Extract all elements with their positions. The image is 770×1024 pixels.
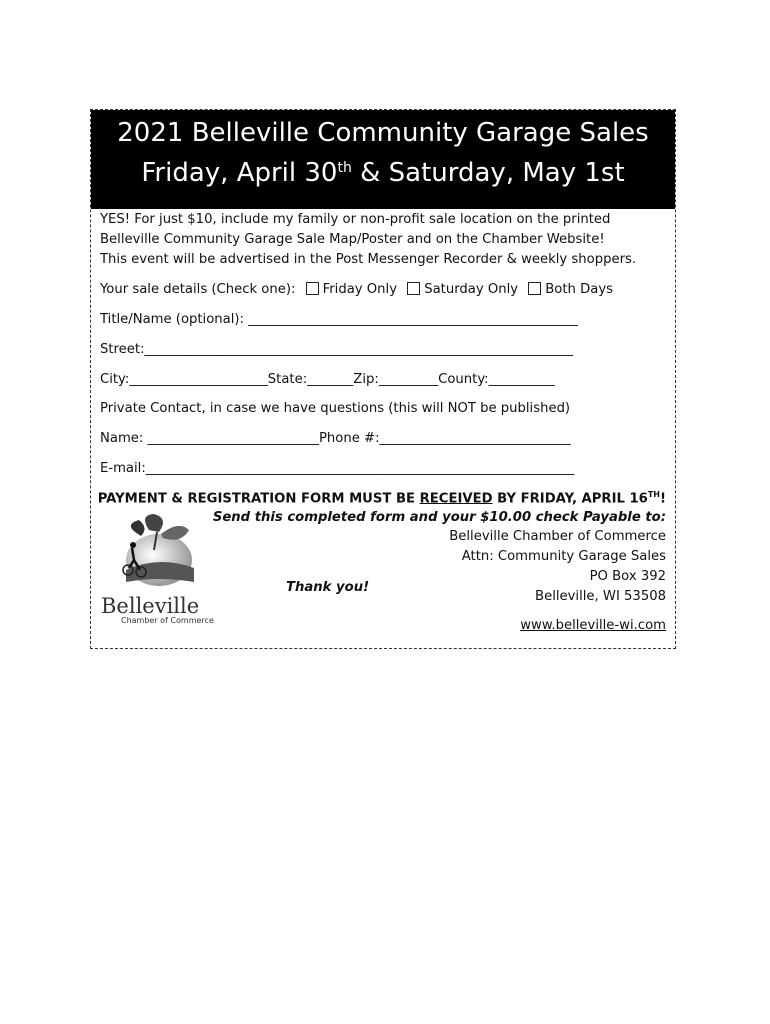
friday-only-checkbox[interactable] xyxy=(306,282,319,295)
payment-deadline: PAYMENT & REGISTRATION FORM MUST BE RECEIVED BY FRIDAY, APRIL 16TH! xyxy=(97,490,666,507)
form-header xyxy=(91,110,675,209)
header-dates: Friday, April 30th & Saturday, May 1st xyxy=(141,158,625,188)
friday-only-label: Friday Only xyxy=(322,282,398,297)
registration-form xyxy=(90,109,676,649)
thank-you: Thank you! xyxy=(286,580,370,595)
both-days-label: Both Days xyxy=(545,282,613,297)
title-field[interactable]: Title/Name (optional): __________________________________________________ xyxy=(100,312,578,327)
saturday-only-label: Saturday Only xyxy=(424,282,519,297)
saturday-only-checkbox[interactable] xyxy=(407,282,420,295)
sale-details-label: Your sale details (Check one): xyxy=(100,282,296,297)
email-field[interactable]: E-mail:_________________________________________________________________ xyxy=(100,461,575,476)
website-link[interactable]: www.belleville-wi.com xyxy=(520,618,666,633)
logo-subtitle: Chamber of Commerce xyxy=(121,616,214,625)
both-days-checkbox[interactable] xyxy=(528,282,541,295)
intro-line-3: This event will be advertised in the Post Messenger Recorder & weekly shoppers. xyxy=(100,252,637,267)
logo-name: Belleville xyxy=(101,594,200,618)
address-line-4: Belleville, WI 53508 xyxy=(535,589,666,604)
address-line-1: Belleville Chamber of Commerce xyxy=(449,529,666,544)
address-line-2: Attn: Community Garage Sales xyxy=(461,549,666,564)
name-phone-field[interactable]: Name: __________________________Phone #:_____________________________ xyxy=(100,431,571,446)
city-state-zip-county-field[interactable]: City:_____________________State:_______Zip:_________County:__________ xyxy=(100,372,555,387)
intro-line-2: Belleville Community Garage Sale Map/Poster and on the Chamber Website! xyxy=(100,232,605,247)
intro-line-1: YES! For just $10, include my family or non-profit sale location on the printed xyxy=(100,212,611,227)
private-contact-note: Private Contact, in case we have questions (this will NOT be published) xyxy=(100,401,571,416)
payment-instructions: Send this completed form and your $10.00 check Payable to: xyxy=(212,510,666,525)
address-line-3: PO Box 392 xyxy=(589,569,666,584)
sale-details-row xyxy=(100,282,613,297)
header-title: 2021 Belleville Community Garage Sales xyxy=(117,118,649,148)
street-field[interactable]: Street:_________________________________________________________________ xyxy=(100,342,574,357)
chamber-logo xyxy=(99,510,219,630)
